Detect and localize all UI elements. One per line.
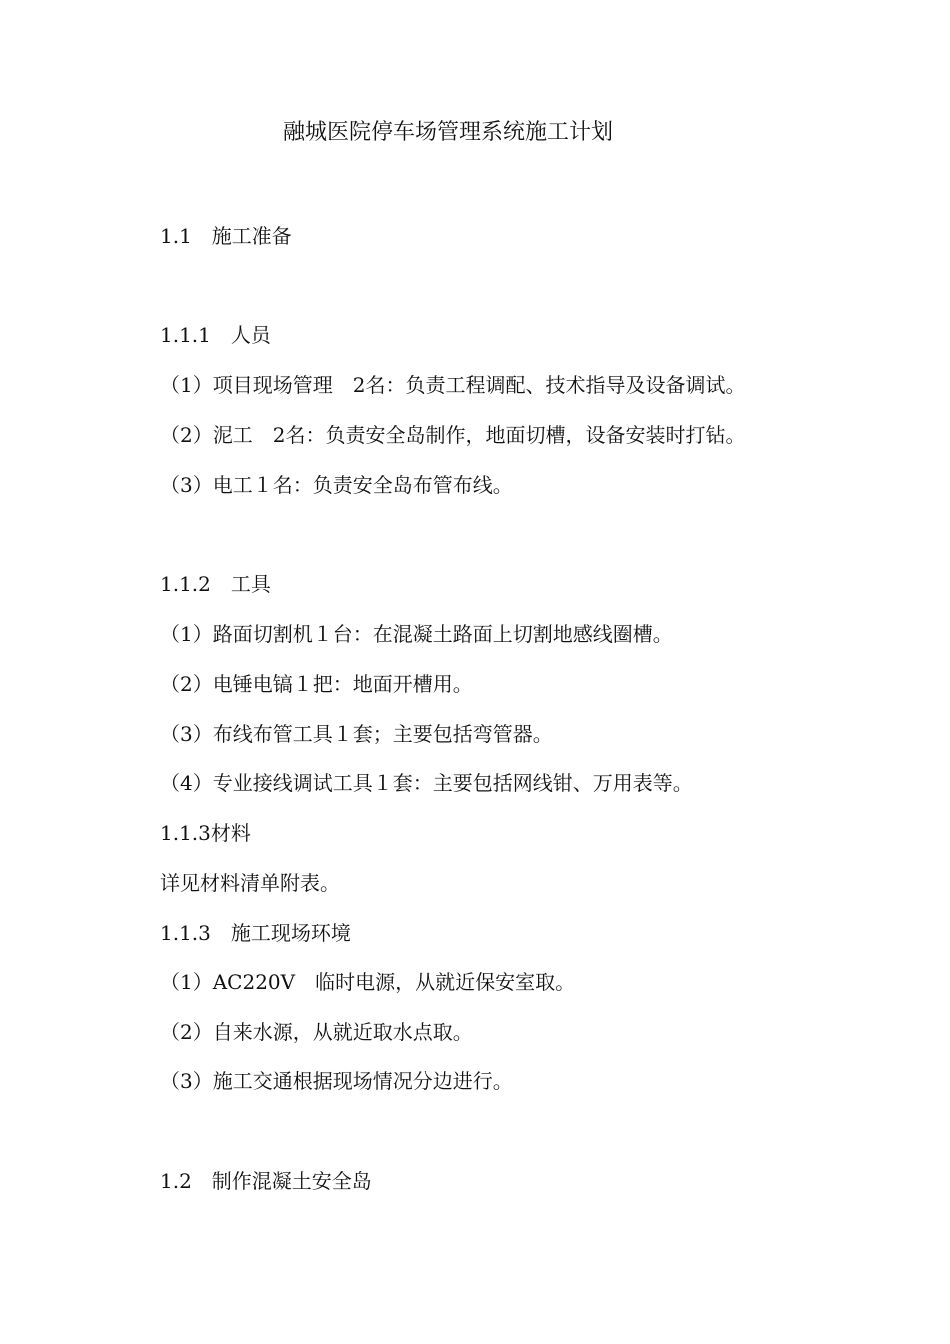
section-heading: 1.2 制作混凝土安全岛	[160, 1169, 372, 1193]
list-item: （3）施工交通根据现场情况分边进行。	[160, 1069, 513, 1093]
list-item: （3）布线布管工具１套；主要包括弯管器。	[160, 722, 553, 746]
list-item: （3）电工１名：负责安全岛布管布线。	[160, 473, 513, 497]
section-heading: 1.1.1 人员	[160, 323, 271, 347]
section-heading: 1.1.3 施工现场环境	[160, 921, 351, 945]
list-item: （2）电锤电镐１把：地面开槽用。	[160, 672, 473, 696]
document-title: 融城医院停车场管理系统施工计划	[283, 120, 614, 145]
paragraph: 详见材料清单附表。	[160, 871, 340, 895]
list-item: （1）路面切割机１台：在混凝土路面上切割地感线圈槽。	[160, 622, 673, 646]
list-item: （2）泥工 2名：负责安全岛制作，地面切槽，设备安装时打钻。	[160, 423, 746, 447]
list-item: （1）AC220V 临时电源，从就近保安室取。	[160, 970, 576, 994]
list-item: （2）自来水源，从就近取水点取。	[160, 1020, 473, 1044]
section-heading: 1.1.3材料	[160, 821, 251, 845]
section-heading: 1.1.2 工具	[160, 572, 271, 596]
list-item: （4）专业接线调试工具１套：主要包括网线钳、万用表等。	[160, 771, 693, 795]
section-heading: 1.1 施工准备	[160, 224, 292, 248]
list-item: （1）项目现场管理 2名：负责工程调配、技术指导及设备调试。	[160, 373, 746, 397]
